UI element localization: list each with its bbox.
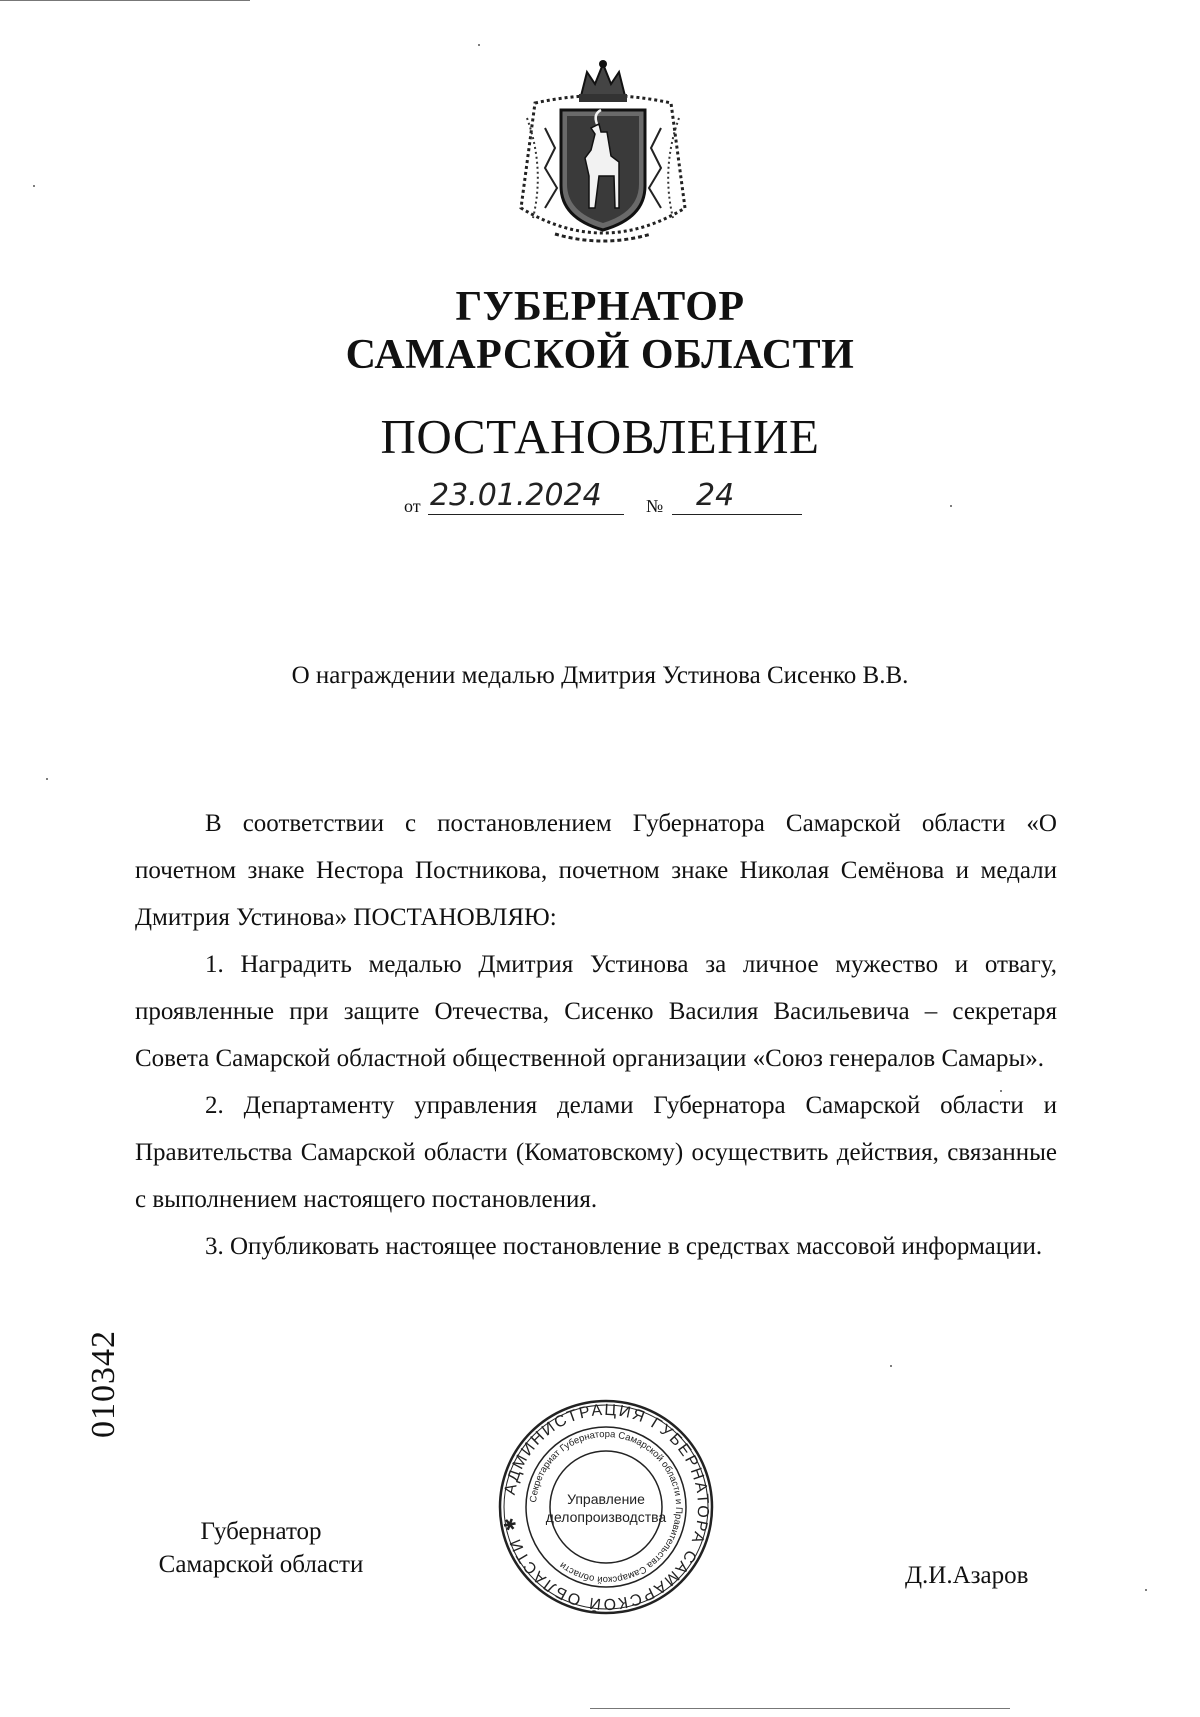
handwritten-number: 24 (696, 478, 735, 513)
scan-speck (478, 44, 480, 46)
scan-line-artifact (0, 0, 250, 1)
date-underline (428, 514, 624, 515)
signatory-title-line2: Самарской области (158, 1551, 364, 1578)
document-subject: О награждении медалью Дмитрия Устинова Сисенко В.В. (291, 662, 909, 689)
document-type-title: ПОСТАНОВЛЕНИЕ (380, 409, 820, 464)
signatory-title (136, 1515, 386, 1581)
date-number-line (400, 478, 820, 520)
svg-text:АДМИНИСТРАЦИЯ ГУБЕРНАТОРА САМА: АДМИНИСТРАЦИЯ ГУБЕРНАТОРА САМАРСКОЙ ОБЛАСТИ ✱ (501, 1401, 712, 1613)
scan-speck (1145, 1589, 1147, 1591)
samara-coat-of-arms-icon (515, 58, 691, 253)
preamble-paragraph: В соответствии с постановлением Губернатора Самарской области «О почетном знаке Нестора Постникова, почетном знаке Николая Семёнова и медали Дмитрия Устинова» ПОСТАНОВЛЯЮ: (135, 810, 1057, 931)
decree-item-3: 3. Опубликовать настоящее постановление в средствах массовой информации. (205, 1233, 1043, 1260)
decree-item-2: 2. Департаменту управления делами Губернатора Самарской области и Правительства Самарской области (Коматовскому) осуществить действия, связанные с выполнением настоящего постановления. (135, 1092, 1057, 1213)
official-stamp-seal (497, 1398, 715, 1616)
scan-speck (46, 778, 48, 780)
number-label: № (646, 496, 664, 516)
scan-speck (890, 1365, 892, 1367)
scan-line-artifact (590, 1708, 1010, 1709)
authority-title-line2: САМАРСКОЙ ОБЛАСТИ (345, 332, 855, 378)
date-from-label: от (404, 496, 421, 516)
decree-item-1: 1. Наградить медалью Дмитрия Устинова за личное мужество и отвагу, проявленные при защите Отечества, Сисенко Василия Васильевича – секретаря Совета Самарской областной общественной организации «Союз генералов Самары». (135, 951, 1057, 1072)
signatory-name: Д.И.Азаров (905, 1562, 1029, 1589)
authority-title-line1: ГУБЕРНАТОР (455, 284, 745, 330)
signatory-title-line1: Губернатор (200, 1518, 322, 1545)
scan-speck (33, 185, 35, 187)
document-body (135, 800, 1057, 1270)
scan-speck (950, 505, 952, 507)
svg-text:делопроизводства: делопроизводства (545, 1509, 667, 1525)
number-underline (672, 514, 802, 515)
svg-text:Секретариат Губернатора Самарс: Секретариат Губернатора Самарской области и Правительства Самарской области (528, 1428, 685, 1586)
registration-side-number: 010342 (85, 1330, 122, 1438)
handwritten-date: 23.01.2024 (430, 478, 602, 513)
svg-text:Управление: Управление (567, 1491, 645, 1507)
